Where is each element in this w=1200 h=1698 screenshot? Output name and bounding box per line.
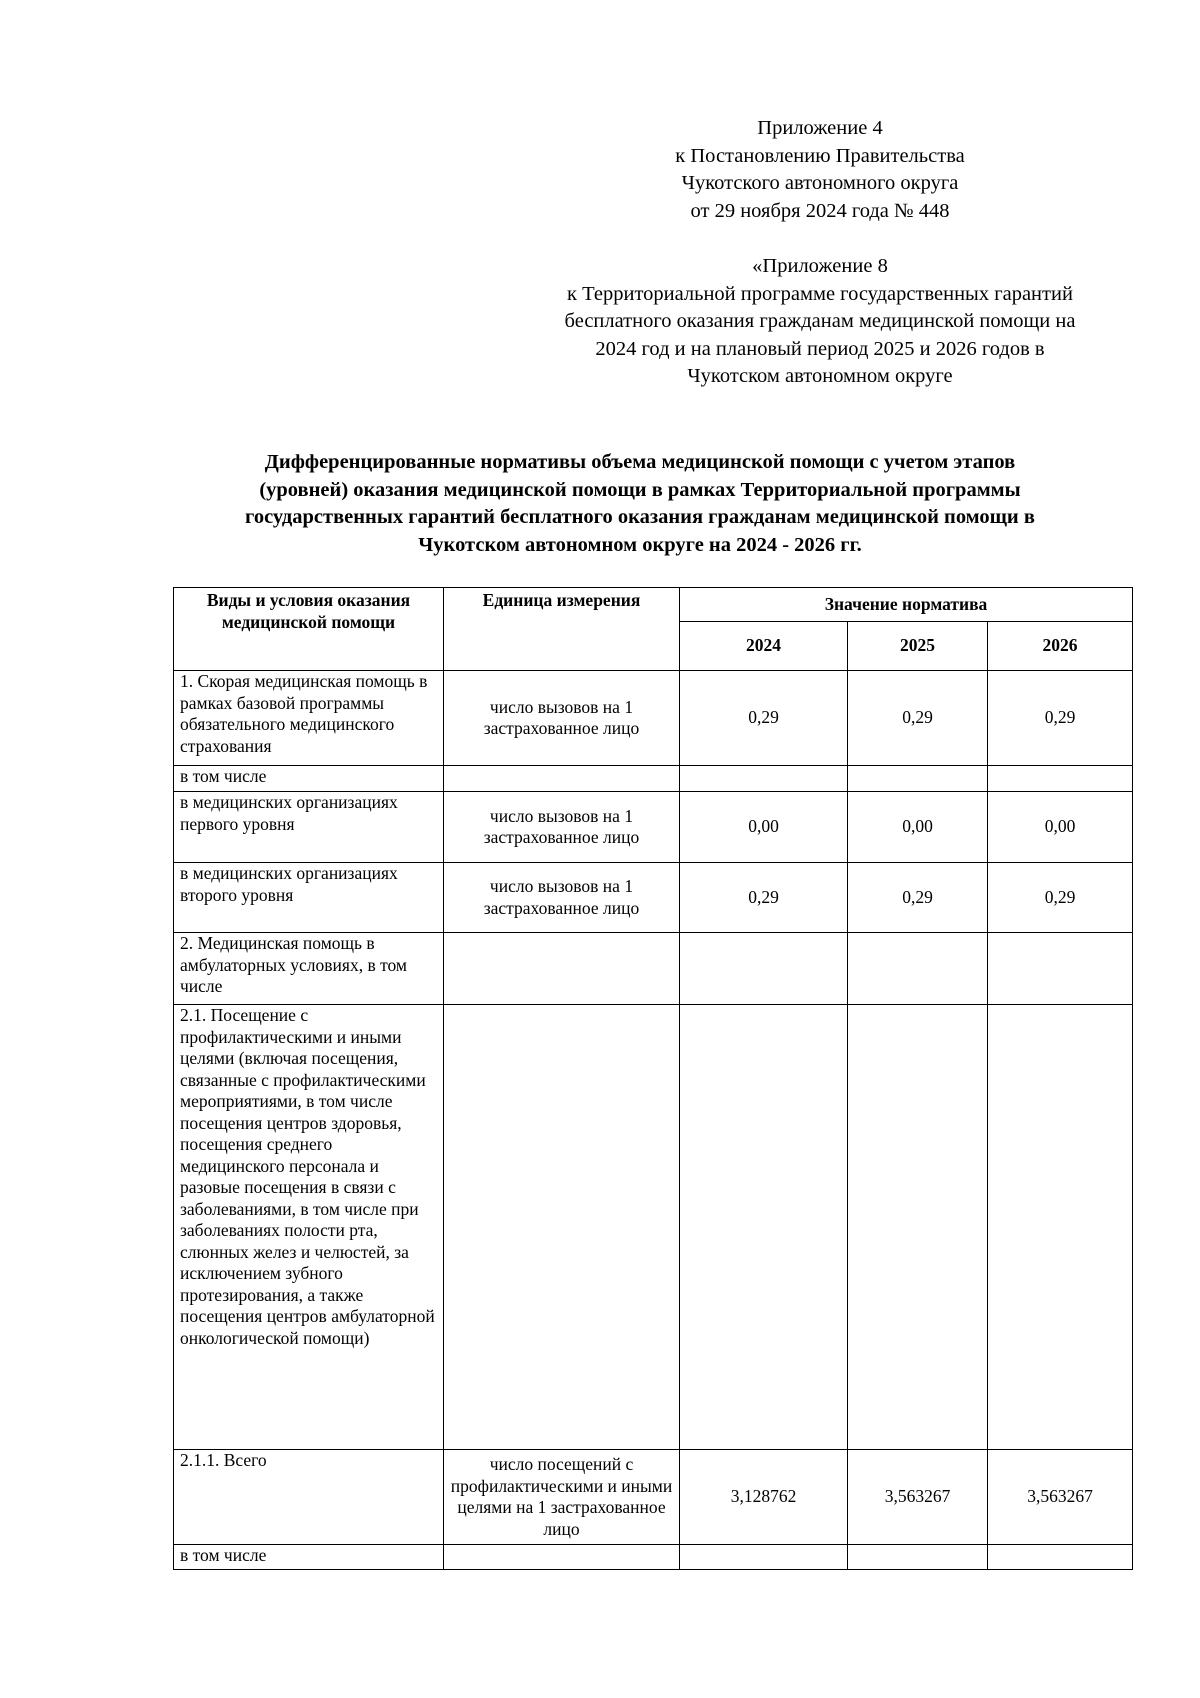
header-unit: Единица измерения [444, 588, 680, 671]
cell-kind: 1. Скорая медицинская помощь в рамках базовой программы обязательного медицинского страхования [174, 671, 444, 766]
table-row [174, 1450, 1133, 1545]
cell-unit [444, 766, 680, 792]
cell-2024 [680, 1545, 848, 1570]
cell-2024 [680, 1005, 848, 1450]
cell-2025: 0,29 [848, 863, 988, 933]
cell-2026 [988, 766, 1133, 792]
cell-2026 [988, 1545, 1133, 1570]
cell-unit: число вызовов на 1 застрахованное лицо [444, 671, 680, 766]
cell-kind: 2.1.1. Всего [174, 1450, 444, 1545]
cell-kind: в том числе [174, 766, 444, 792]
cell-unit: число вызовов на 1 застрахованное лицо [444, 792, 680, 863]
cell-2026: 3,563267 [988, 1450, 1133, 1545]
appendix-4-line: от 29 ноября 2024 года № 448 [690, 199, 950, 222]
cell-2024 [680, 766, 848, 792]
cell-kind: в медицинских организациях второго уровня [174, 863, 444, 933]
standards-table [173, 587, 1133, 1570]
title-line: государственных гарантий бесплатного оказания гражданам медицинской помощи в [245, 506, 1035, 528]
appendix-8-line: 2024 год и на плановый период 2025 и 2026 годов в [595, 337, 1045, 360]
cell-2024: 3,128762 [680, 1450, 848, 1545]
cell-2026: 0,29 [988, 863, 1133, 933]
title-line: Дифференцированные нормативы объема медицинской помощи с учетом этапов [264, 451, 1016, 473]
cell-unit: число посещений с профилактическими и иными целями на 1 застрахованное лицо [444, 1450, 680, 1545]
table-row [174, 933, 1133, 1005]
appendix-4-line: Приложение 4 [757, 117, 883, 139]
cell-2024: 0,29 [680, 863, 848, 933]
document-title [150, 449, 1130, 559]
cell-unit [444, 1545, 680, 1570]
cell-kind: 2.1. Посещение с профилактическими и иными целями (включая посещения, связанные с профилактическими мероприятиями, в том числе посещения центров здоровья, посещения среднего медицинского персонала и разовые посещения в связи с заболеваниями, в том числе при заболеваниях полости рта, слюнных желез и челюстей, за исключением зубного протезирования, а также посещения центров амбулаторной онкологической помощи) [174, 1005, 444, 1450]
table-row [174, 792, 1133, 863]
table-row [174, 863, 1133, 933]
cell-unit [444, 933, 680, 1005]
table-row [174, 1545, 1133, 1570]
cell-2025 [848, 766, 988, 792]
cell-2024: 0,29 [680, 671, 848, 766]
cell-2024: 0,00 [680, 792, 848, 863]
appendix-8-line: «Приложение 8 [752, 255, 888, 277]
header-year-2024: 2024 [680, 622, 848, 671]
title-line: (уровней) оказания медицинской помощи в рамках Территориальной программы [259, 478, 1021, 501]
table-row [174, 671, 1133, 766]
appendix-8-line: бесплатного оказания гражданам медицинской помощи на [564, 310, 1076, 332]
appendix-4-header [620, 115, 1020, 225]
title-line: Чукотском автономном округе на 2024 - 2026 гг. [418, 533, 862, 556]
appendix-8-header [500, 253, 1140, 391]
header-kind: Виды и условия оказания медицинской помощи [174, 588, 444, 671]
cell-2024 [680, 933, 848, 1005]
appendix-8-line: к Территориальной программе государственных гарантий [567, 282, 1073, 305]
cell-2026 [988, 1005, 1133, 1450]
cell-kind: 2. Медицинская помощь в амбулаторных условиях, в том числе [174, 933, 444, 1005]
header-year-2025: 2025 [848, 622, 988, 671]
header-year-2026: 2026 [988, 622, 1133, 671]
appendix-4-line: к Постановлению Правительства [675, 144, 965, 167]
table-row [174, 1005, 1133, 1450]
cell-2026: 0,29 [988, 671, 1133, 766]
cell-2025 [848, 1005, 988, 1450]
cell-2025: 0,29 [848, 671, 988, 766]
header-value: Значение норматива [680, 588, 1133, 622]
cell-2025: 3,563267 [848, 1450, 988, 1545]
cell-unit [444, 1005, 680, 1450]
cell-2025: 0,00 [848, 792, 988, 863]
cell-2026: 0,00 [988, 792, 1133, 863]
cell-2025 [848, 1545, 988, 1570]
cell-unit: число вызовов на 1 застрахованное лицо [444, 863, 680, 933]
appendix-4-line: Чукотского автономного округа [681, 172, 959, 194]
appendix-8-line: Чукотском автономном округе [687, 365, 953, 387]
cell-2025 [848, 933, 988, 1005]
cell-2026 [988, 933, 1133, 1005]
cell-kind: в том числе [174, 1545, 444, 1570]
table-row [174, 766, 1133, 792]
cell-kind: в медицинских организациях первого уровня [174, 792, 444, 863]
